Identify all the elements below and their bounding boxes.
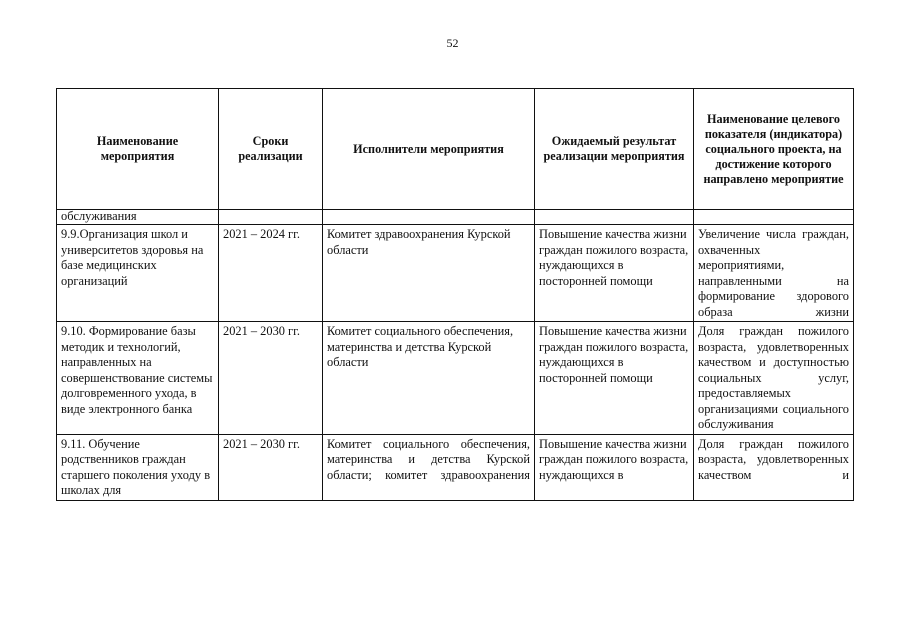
header-target-indicator: Наименование целевого показателя (индикатора) социального проекта, на достижение которого направлено мероприятие [694,89,854,210]
table-row [57,434,854,500]
measure-executors: Комитет социального обеспечения, материнства и детства Курской области [323,322,535,435]
table-row [57,322,854,435]
header-executors: Исполнители мероприятия [323,89,535,210]
measure-name: 9.11. Обучение родственников граждан старшего поколения уходу в школах для [57,434,219,500]
measure-result: Повышение качества жизни граждан пожилого возраста, нуждающихся в посторонней помощи [535,225,694,322]
measure-indicator: Увеличение числа граждан, охваченных мероприятиями, направленными на формирование здорового образа жизни [694,225,854,322]
header-measure-name: Наименование мероприятия [57,89,219,210]
continuation-text: обслуживания [57,210,219,225]
measure-indicator: Доля граждан пожилого возраста, удовлетворенных качеством и доступностью социальных услуг, предоставляемых организациями социального обслуживания [694,322,854,435]
measure-executors: Комитет здравоохранения Курской области [323,225,535,322]
measure-indicator: Доля граждан пожилого возраста, удовлетворенных качеством и [694,434,854,500]
table-row [57,225,854,322]
measure-result: Повышение качества жизни граждан пожилого возраста, нуждающихся в посторонней помощи [535,322,694,435]
measure-result: Повышение качества жизни граждан пожилого возраста, нуждающихся в [535,434,694,500]
measure-period: 2021 – 2030 гг. [219,322,323,435]
measure-period: 2021 – 2024 гг. [219,225,323,322]
measure-period: 2021 – 2030 гг. [219,434,323,500]
measures-table [56,88,854,501]
continuation-row [57,210,854,225]
measure-executors: Комитет социального обеспечения, материнства и детства Курской области; комитет здравоохранения [323,434,535,500]
measure-name: 9.10. Формирование базы методик и технологий, направленных на совершенствование системы долговременного ухода, в виде электронного банка [57,322,219,435]
header-expected-result: Ожидаемый результат реализации мероприятия [535,89,694,210]
header-period: Сроки реализации [219,89,323,210]
table-header-row [57,89,854,210]
measure-name: 9.9.Организация школ и университетов здоровья на базе медицинских организаций [57,225,219,322]
page-number: 52 [446,36,459,50]
